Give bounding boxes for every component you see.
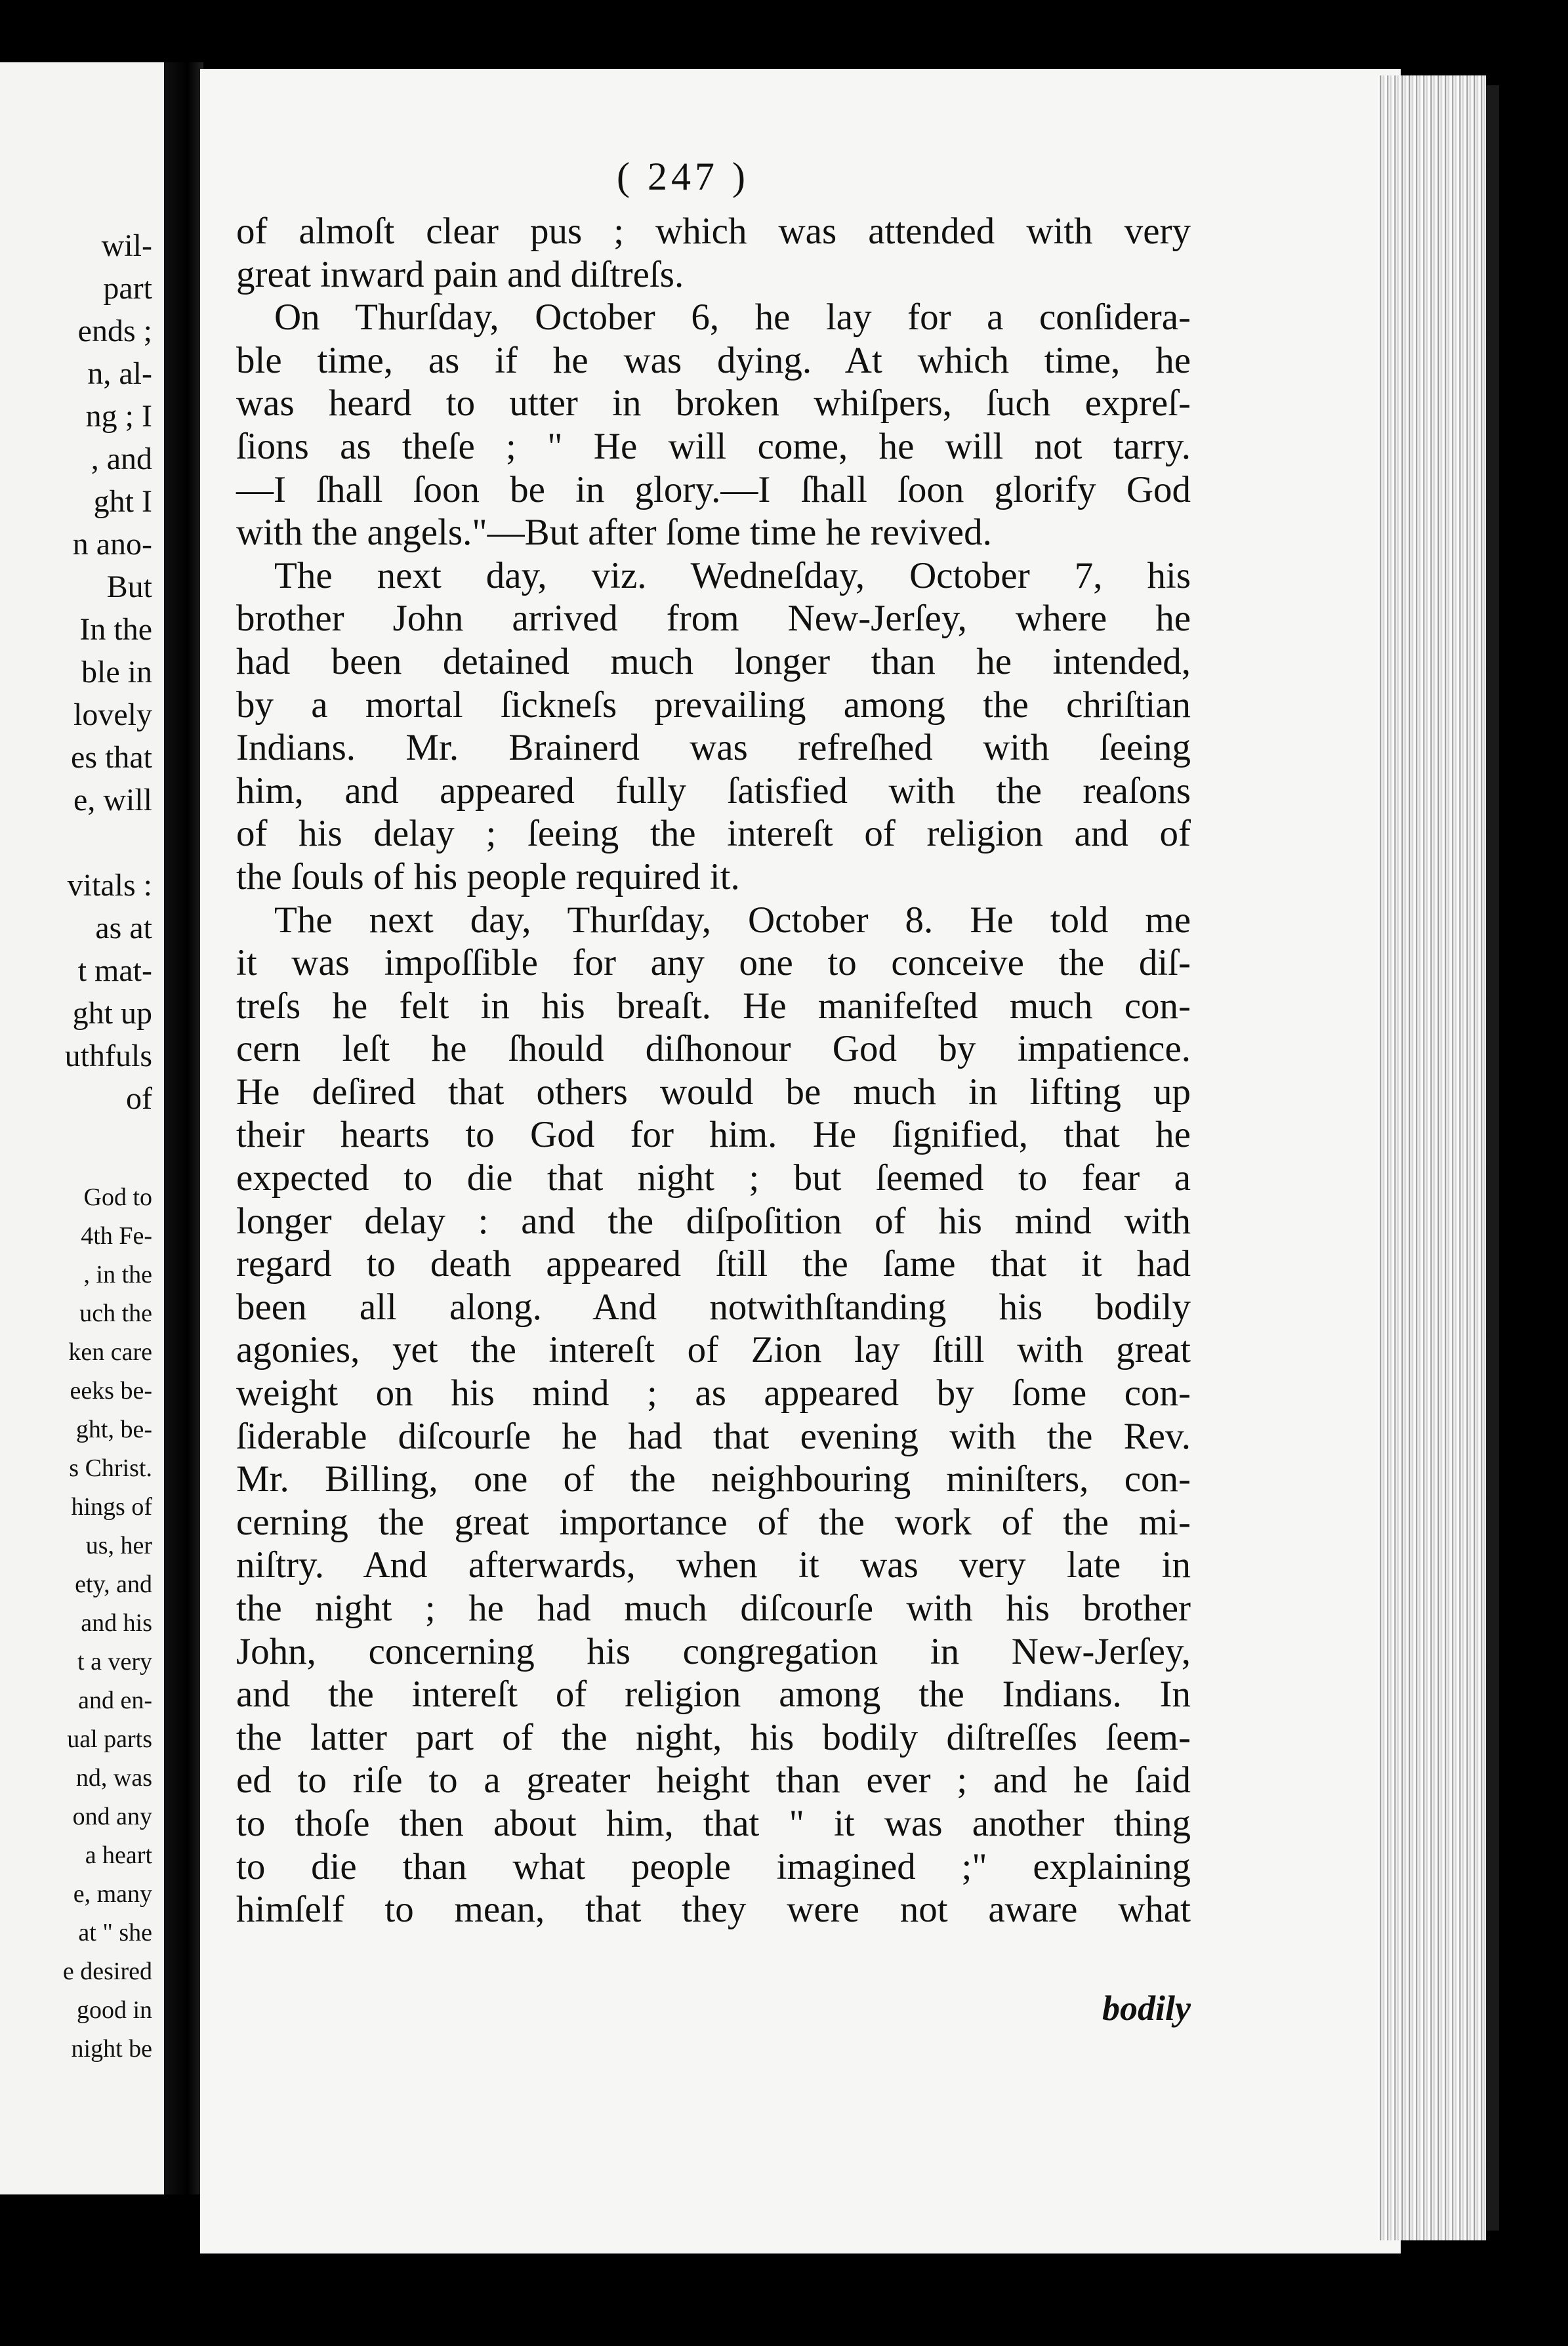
left-page-line: 4th Fe- (81, 1222, 152, 1250)
left-page-line: ety, and (75, 1571, 152, 1598)
left-page-line: ken care (68, 1338, 152, 1366)
page-edges (1378, 75, 1486, 2240)
text-line: had been detained much longer than he intended, (236, 640, 1191, 682)
text-line: been all along. And notwithſtanding his bodily (236, 1286, 1191, 1328)
left-page-line: ends ; (77, 314, 152, 348)
text-line: great inward pain and diſtreſs. (236, 253, 684, 295)
page-edge-shadow (1486, 85, 1499, 2231)
text-line: weight on his mind ; as appeared by ſome con- (236, 1372, 1191, 1414)
left-page-line: night be (71, 2035, 152, 2063)
text-line: regard to death appeared ſtill the ſame that it had (236, 1243, 1191, 1285)
left-page-line: es that (71, 740, 152, 775)
left-page-line: , in the (83, 1261, 152, 1288)
text-line: He deſired that others would be much in lifting up (236, 1071, 1191, 1113)
text-line: —I ſhall ſoon be in glory.—I ſhall ſoon glorify God (236, 468, 1191, 510)
left-page-line: t mat- (77, 953, 152, 988)
text-line: ſions as theſe ; " He will come, he will not tarry. (236, 425, 1191, 467)
text-line: treſs he felt in his breaſt. He manifeſted much con- (236, 985, 1191, 1027)
left-page-line: ght up (72, 996, 152, 1031)
text-line: by a mortal ſickneſs prevailing among the chriſtian (236, 684, 1191, 726)
left-page-line: t a very (77, 1648, 152, 1676)
catchword: bodily (1102, 1988, 1191, 2028)
left-page-line: ble in (81, 655, 152, 689)
left-page-line: n, al- (87, 356, 152, 391)
page-number: ( 247 ) (617, 155, 749, 198)
text-line: and the intereſt of religion among the Indians. In (236, 1674, 1191, 1716)
text-line: of his delay ; ſeeing the intereſt of religion and of (236, 813, 1191, 855)
book-gutter (164, 62, 203, 2194)
left-page-line: ght, be- (75, 1416, 152, 1443)
left-page-line: uthfuls (64, 1039, 152, 1073)
left-page-line: nd, was (75, 1764, 152, 1792)
text-line: ble time, as if he was dying. At which time, he (236, 339, 1191, 381)
text-line: longer delay : and the diſpoſition of his mind with (236, 1200, 1191, 1242)
text-line: The next day, viz. Wedneſday, October 7, his (274, 554, 1191, 596)
text-line: Mr. Billing, one of the neighbouring miniſters, con- (236, 1458, 1191, 1500)
left-page-line: at " she (78, 1919, 152, 1946)
left-page-line: hings of (71, 1493, 152, 1521)
text-line: brother John arrived from New-Jerſey, where he (236, 598, 1191, 640)
text-line: to thoſe then about him, that " it was another thing (236, 1802, 1191, 1844)
text-line: the ſouls of his people required it. (236, 855, 740, 897)
left-page-line: God to (83, 1183, 152, 1211)
left-page-line: and en- (78, 1687, 152, 1714)
text-line: himſelf to mean, that they were not aware what (236, 1889, 1191, 1931)
left-page-line: us, her (85, 1532, 152, 1559)
left-page-line: , and (91, 442, 152, 476)
text-line: cerning the great importance of the work of the mi- (236, 1501, 1191, 1543)
left-page-line: ght I (93, 484, 152, 519)
left-page-line: ng ; I (85, 399, 152, 434)
facing-page-left (0, 62, 164, 2194)
text-line: was heard to utter in broken whiſpers, ſuch expreſ- (236, 382, 1191, 424)
left-page-line: But (106, 569, 152, 604)
left-page-line: as at (95, 911, 152, 945)
left-page-line: uch the (79, 1300, 152, 1327)
left-page-line: a heart (85, 1842, 152, 1869)
text-line: it was impoſſible for any one to conceive the diſ- (236, 942, 1191, 984)
text-line: their hearts to God for him. He ſignified, that he (236, 1114, 1191, 1156)
text-line: John, concerning his congregation in New-Jerſey, (236, 1630, 1191, 1672)
left-page-line: of (126, 1081, 152, 1116)
left-page-line: lovely (73, 697, 152, 732)
left-page-line: s Christ. (69, 1454, 152, 1482)
text-line: of almoſt clear pus ; which was attended with very (236, 211, 1191, 252)
left-page-line: n ano- (72, 527, 152, 562)
left-page-line: e, many (73, 1880, 152, 1908)
left-page-line: e desired (62, 1958, 152, 1985)
text-line: cern leſt he ſhould diſhonour God by impatience. (236, 1028, 1191, 1070)
text-line: the latter part of the night, his bodily diſtreſſes ſeem- (236, 1716, 1191, 1758)
text-line: him, and appeared fully ſatisfied with the reaſons (236, 770, 1191, 812)
text-line: ed to riſe to a greater height than ever ; and he ſaid (236, 1760, 1191, 1801)
text-line: ſiderable diſcourſe he had that evening with the Rev. (236, 1415, 1191, 1457)
text-line: The next day, Thurſday, October 8. He told me (274, 899, 1191, 941)
left-page-line: part (103, 271, 152, 306)
text-line: expected to die that night ; but ſeemed to fear a (236, 1157, 1191, 1199)
left-page-line: vitals : (67, 868, 152, 903)
left-page-line: good in (76, 1996, 152, 2024)
left-page-line: wil- (101, 228, 152, 263)
text-line: the night ; he had much diſcourſe with his brother (236, 1588, 1191, 1629)
left-page-line: ual parts (67, 1725, 152, 1753)
left-page-line: ond any (72, 1803, 152, 1830)
left-page-line: In the (79, 612, 152, 647)
text-line: with the angels."—But after ſome time he revived. (236, 512, 992, 554)
text-line: niſtry. And afterwards, when it was very late in (236, 1544, 1191, 1586)
text-line: On Thurſday, October 6, he lay for a conſidera- (274, 297, 1191, 339)
left-page-line: eeks be- (70, 1377, 152, 1405)
text-line: Indians. Mr. Brainerd was refreſhed with ſeeing (236, 727, 1191, 769)
left-page-line: e, will (73, 783, 152, 817)
body-text (236, 210, 1191, 1931)
left-page-line: and his (81, 1609, 152, 1637)
text-line: to die than what people imagined ;" explaining (236, 1845, 1191, 1887)
text-line: agonies, yet the intereſt of Zion lay ſtill with great (236, 1329, 1191, 1371)
